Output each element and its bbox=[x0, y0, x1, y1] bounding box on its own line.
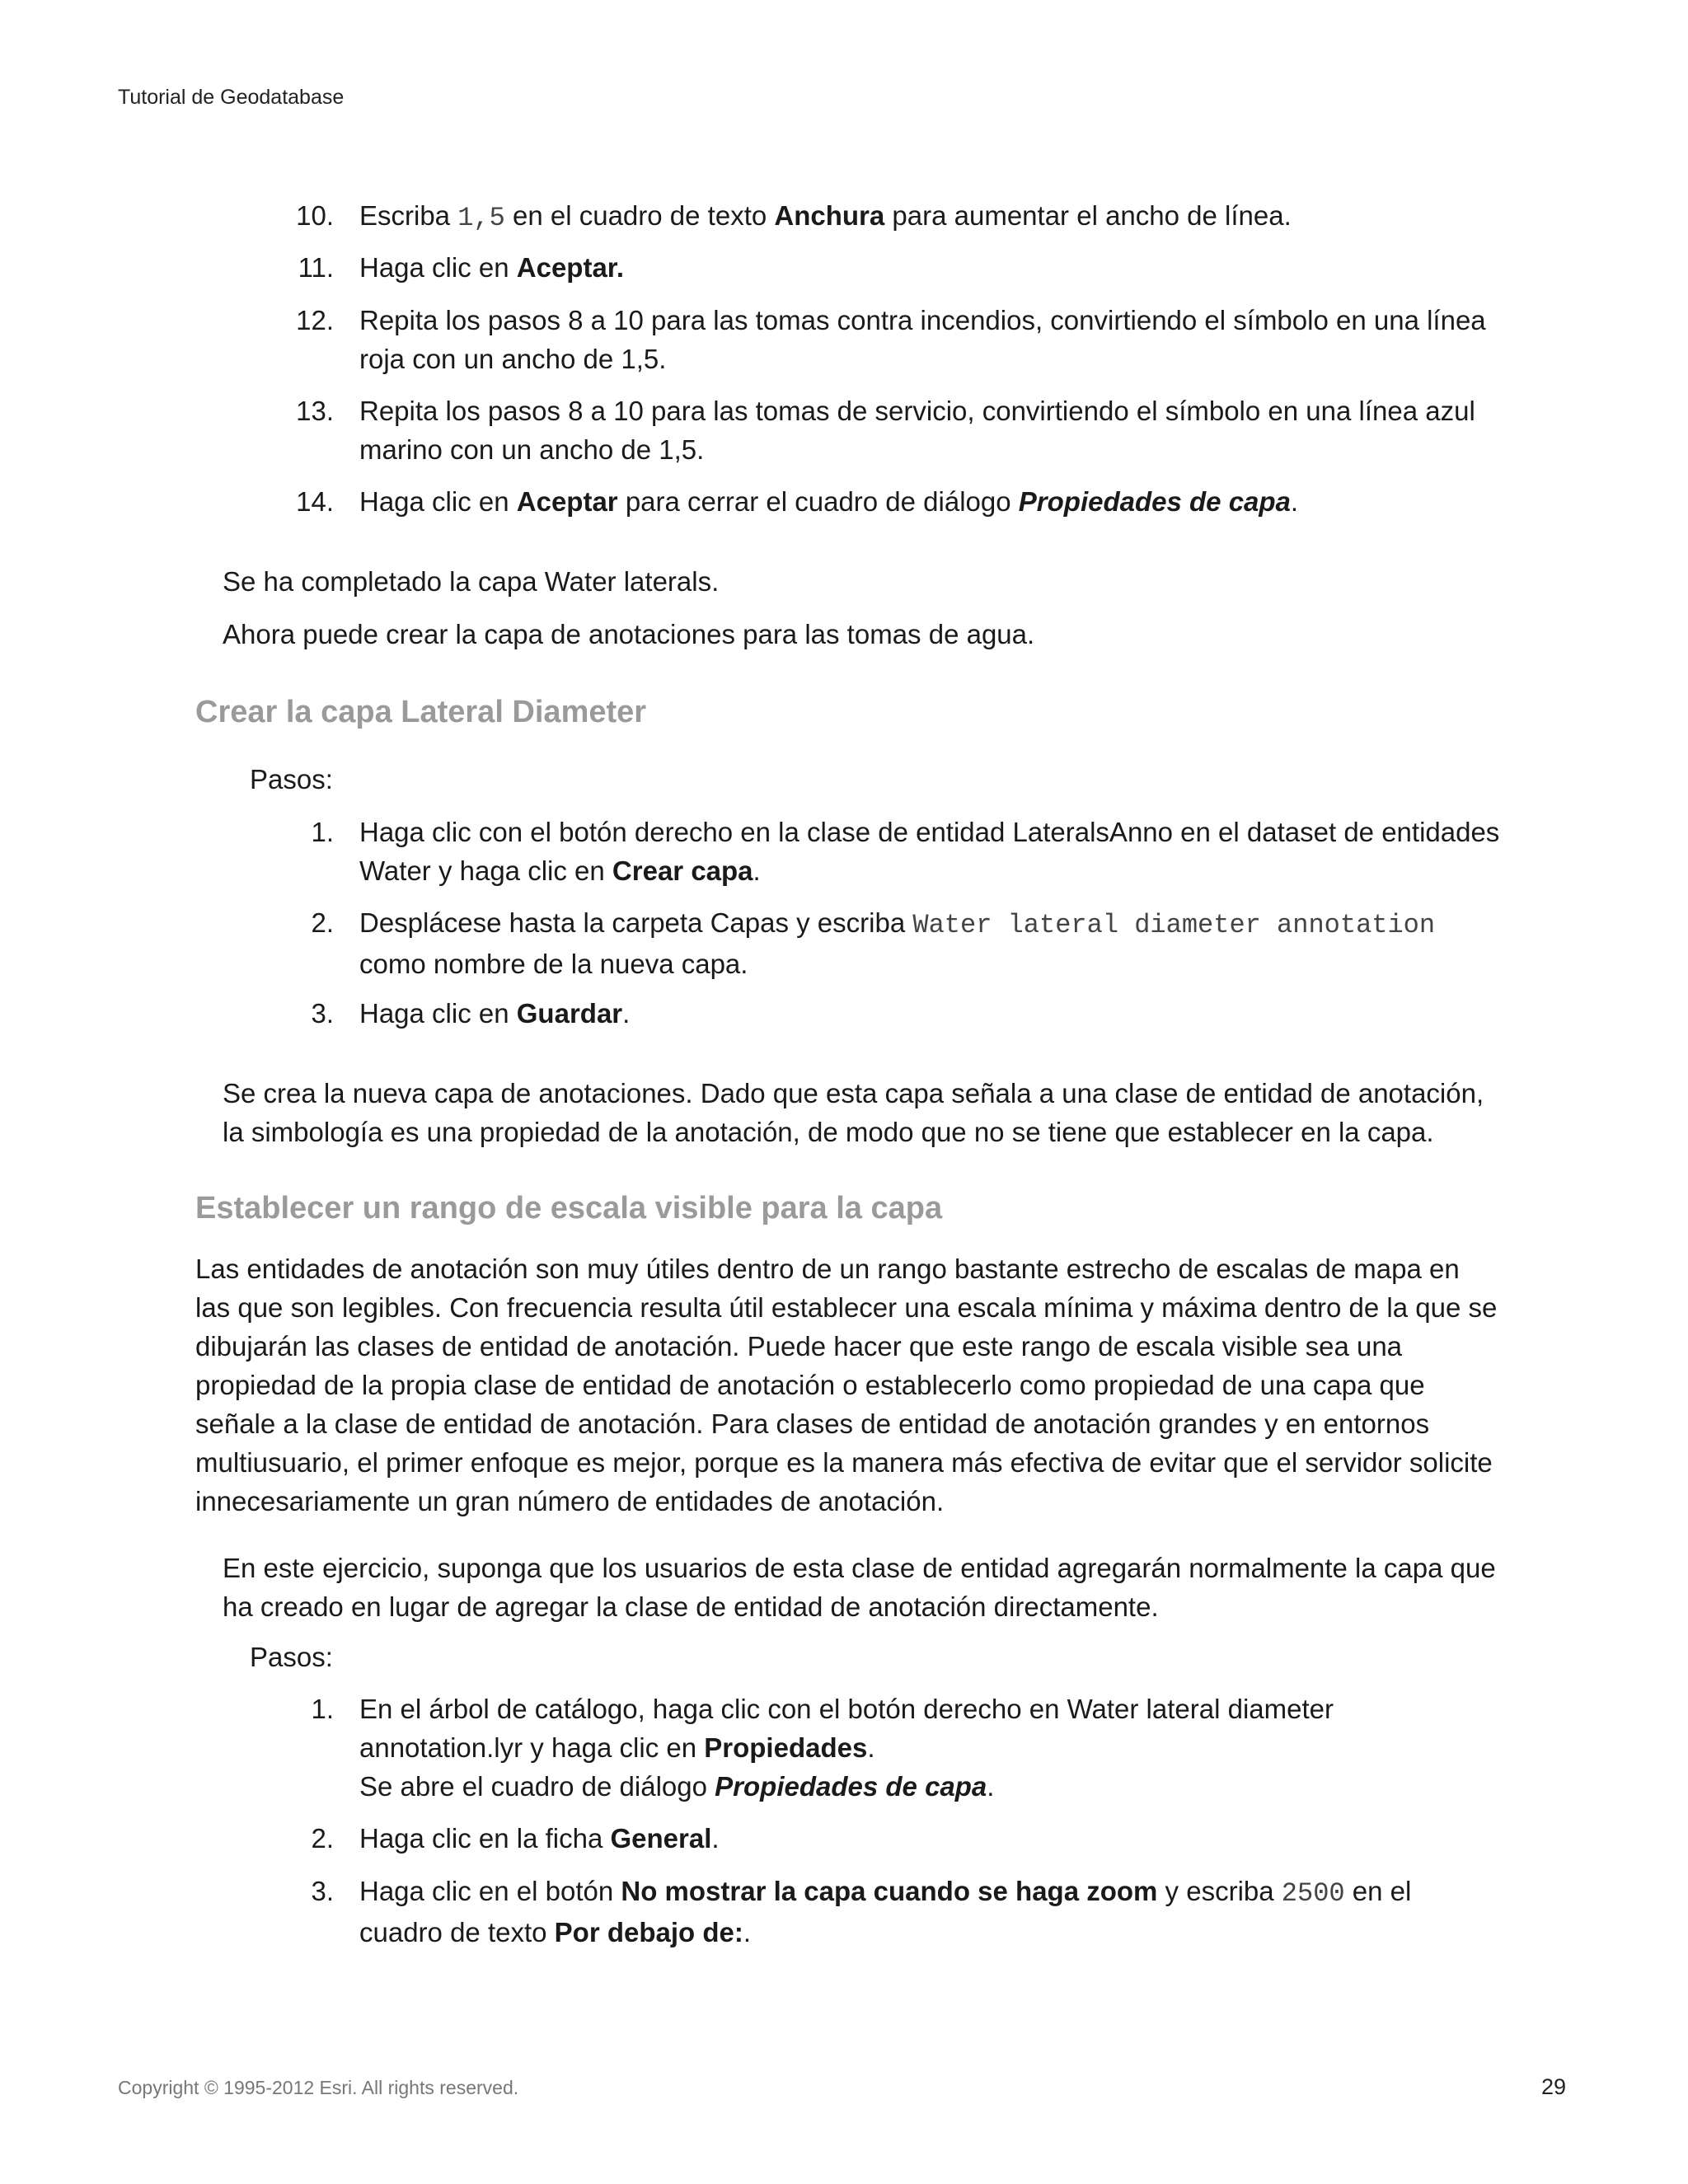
paragraph: Se ha completado la capa Water laterals. bbox=[223, 566, 720, 597]
step-number: 2. bbox=[311, 907, 334, 938]
paragraph: Ahora puede crear la capa de anotaciones para las tomas de agua. bbox=[223, 619, 1035, 649]
step-number: 12. bbox=[296, 305, 334, 335]
step-number: 3. bbox=[311, 1876, 334, 1906]
section-heading: Crear la capa Lateral Diameter bbox=[195, 695, 647, 729]
step-number: 1. bbox=[311, 817, 334, 847]
pasos-label: Pasos: bbox=[250, 764, 333, 794]
footer-copyright: Copyright © 1995-2012 Esri. All rights reserved. bbox=[118, 2077, 519, 2098]
step-number: 13. bbox=[296, 396, 334, 426]
code-value: Water lateral diameter annotation bbox=[912, 910, 1436, 940]
step-number: 3. bbox=[311, 998, 334, 1029]
paragraph: En este ejercicio, suponga que los usuarios de esta clase de entidad agregarán normalmente la capa que ha creado en lugar de agregar la clase de entidad de anotación directamente. bbox=[223, 1553, 1496, 1622]
section-heading: Establecer un rango de escala visible para la capa bbox=[195, 1191, 943, 1226]
step-number: 10. bbox=[296, 200, 334, 231]
code-value: 1,5 bbox=[457, 203, 505, 233]
paragraph: Las entidades de anotación son muy útiles dentro de un rango bastante estrecho de escalas de mapa en las que son legibles. Con frecuencia resulta útil establecer una escala mínima y máxima dentro de la que se dibujarán las clases de entidad de anotación. Puede hacer que este rango de escala visible sea una propiedad de la propia clase de entidad de anotación o establecerlo como propiedad de una capa que señale a la clase de entidad de anotación. Para clases de entidad de anotación grandes y en entornos multiusuario, el primer enfoque es mejor, porque es la manera más efectiva de evitar que el servidor solicite innecesariamente un gran número de entidades de anotación. bbox=[195, 1254, 1498, 1516]
paragraph: Se crea la nueva capa de anotaciones. Dado que esta capa señala a una clase de entidad de anotación, la simbología es una propiedad de la anotación, de modo que no se tiene que establecer en la capa. bbox=[223, 1078, 1484, 1147]
step-number: 11. bbox=[298, 252, 334, 283]
step-number: 14. bbox=[296, 486, 334, 517]
page-number: 29 bbox=[1541, 2074, 1567, 2099]
step-number: 1. bbox=[311, 1694, 334, 1724]
page-header: Tutorial de Geodatabase bbox=[118, 86, 345, 109]
code-value: 2500 bbox=[1281, 1878, 1345, 1909]
pasos-label: Pasos: bbox=[250, 1642, 333, 1672]
step-number: 2. bbox=[311, 1823, 334, 1854]
